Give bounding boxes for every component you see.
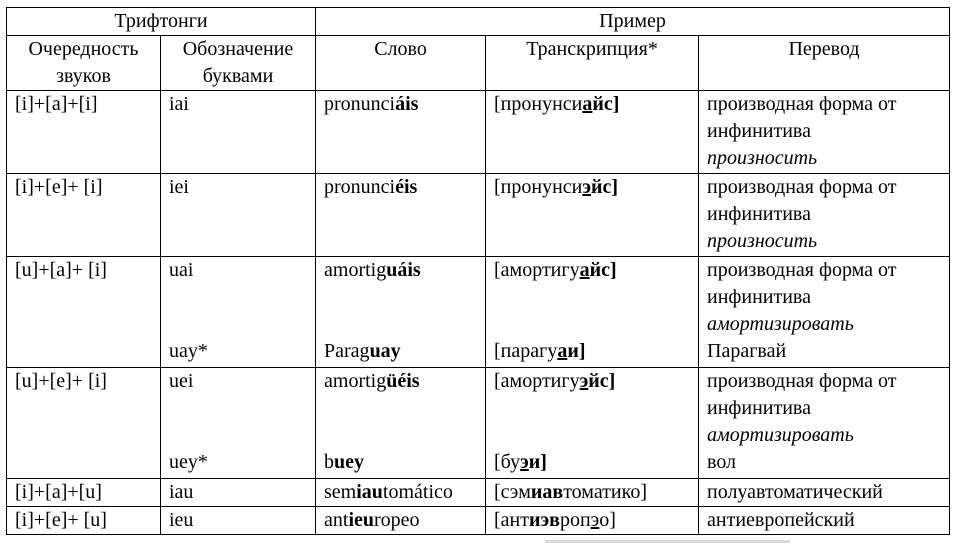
cell-letters: iei [161, 174, 316, 257]
subheader-row [7, 36, 950, 91]
cell-translation: производная форма от инфинитива амортизировать Парагвай [699, 257, 950, 368]
cell-order: [i]+[a]+[u] [7, 479, 161, 507]
col-transcription: Транскрипция* [486, 36, 699, 91]
cell-transcription: [амортигуайс] [парагуаи] [486, 257, 699, 368]
table-row [7, 368, 950, 479]
col-word: Слово [316, 36, 486, 91]
page-edge-shadow [545, 540, 790, 543]
cell-transcription: [антиэвропэо] [486, 507, 699, 535]
cell-transcription: [пронунсиайс] [486, 91, 699, 174]
cell-word: antieuropeo [316, 507, 486, 535]
cell-order: [i]+[e]+ [u] [7, 507, 161, 535]
header-triphthongs: Трифтонги [7, 8, 316, 36]
col-letters: Обозначение буквами [161, 36, 316, 91]
cell-transcription: [амортигуэйс] [буэи] [486, 368, 699, 479]
table-row [7, 507, 950, 535]
cell-word: pronunciáis [316, 91, 486, 174]
cell-order: [i]+[a]+[i] [7, 91, 161, 174]
header-row [7, 8, 950, 36]
cell-letters: iau [161, 479, 316, 507]
col-order: Очередность звуков [7, 36, 161, 91]
cell-letters: uai uay* [161, 257, 316, 368]
table-row [7, 91, 950, 174]
triphthong-table [6, 7, 950, 535]
cell-letters: ieu [161, 507, 316, 535]
cell-order: [u]+[e]+ [i] [7, 368, 161, 479]
cell-order: [u]+[a]+ [i] [7, 257, 161, 368]
cell-transcription: [пронунсиэйс] [486, 174, 699, 257]
cell-word: amortigüéis buey [316, 368, 486, 479]
cell-translation: производная форма от инфинитива произносить [699, 91, 950, 174]
table-row [7, 479, 950, 507]
cell-word: semiautomático [316, 479, 486, 507]
cell-order: [i]+[e]+ [i] [7, 174, 161, 257]
cell-translation: производная форма от инфинитива амортизировать вол [699, 368, 950, 479]
cell-translation: полуавтоматический [699, 479, 950, 507]
header-example: Пример [316, 8, 950, 36]
cell-translation: антиевропейский [699, 507, 950, 535]
table-row [7, 174, 950, 257]
cell-letters: uei uey* [161, 368, 316, 479]
cell-translation: производная форма от инфинитива произносить [699, 174, 950, 257]
cell-letters: iai [161, 91, 316, 174]
col-translation: Перевод [699, 36, 950, 91]
cell-word: amortiguáis Paraguay [316, 257, 486, 368]
cell-transcription: [сэмиавтоматико] [486, 479, 699, 507]
table-row [7, 257, 950, 368]
cell-word: pronunciéis [316, 174, 486, 257]
